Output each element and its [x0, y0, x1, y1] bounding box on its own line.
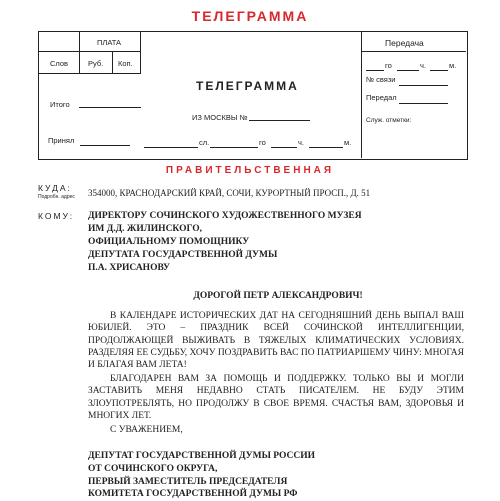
- payment-divider-h1: [38, 51, 141, 52]
- accepted-label: Принял: [48, 136, 75, 145]
- sent-by-field[interactable]: [399, 103, 448, 104]
- connection-label: № связи: [366, 75, 396, 84]
- transmission-ch-label: ч.: [420, 61, 426, 70]
- payment-divider-v1: [79, 31, 80, 73]
- address-detail-label: Подробн. адрес: [38, 194, 75, 200]
- government-label: ПРАВИТЕЛЬСТВЕННАЯ: [165, 165, 335, 176]
- message-paragraph-2: БЛАГОДАРЕН ВАМ ЗА ПОМОЩЬ И ПОДДЕРЖКУ. ТОЛЬКО ВЫ И МОГЛИ ЗАСТАВИТЬ МЕНЯ НЕДАВНО СТАТЬ ПИСАТЕЛЕМ. НЕ БУДУ ЭТИМ ЗЛОУПОТРЕБЛЯТЬ, НО ПРОДОЛЖУ В СВОЕ ВРЕМЯ. СЧАСТЬЯ ВАМ, ЗДОРОВЬЯ И МНОГИХ ЛЕТ.: [88, 374, 464, 421]
- transmission-m-label: м.: [449, 61, 457, 70]
- from-number-field[interactable]: [249, 120, 310, 121]
- transmission-go-label: го: [385, 61, 392, 70]
- greeting: ДОРОГОЙ ПЕТР АЛЕКСАНДРОВИЧ!: [193, 291, 363, 301]
- date-field-4[interactable]: [309, 147, 343, 148]
- payment-divider-v2: [112, 51, 113, 73]
- transmission-label: Передача: [385, 38, 424, 48]
- transmission-divider-h: [361, 51, 466, 52]
- connection-field[interactable]: [399, 85, 448, 86]
- signature-line: ДЕПУТАТ ГОСУДАРСТВЕННОЙ ДУМЫ РОССИИ: [88, 451, 316, 461]
- total-field[interactable]: [79, 107, 141, 108]
- from-moscow-label: ИЗ МОСКВЫ №: [192, 113, 248, 122]
- recipient-line: ИМ Д.Д. ЖИЛИНСКОГО,: [88, 224, 203, 234]
- closing: С УВАЖЕНИЕМ,: [110, 425, 183, 435]
- signature-line: ОТ СОЧИНСКОГО ОКРУГА,: [88, 463, 218, 474]
- date-m-label: м.: [344, 138, 352, 147]
- transmission-hour-field[interactable]: [397, 70, 419, 71]
- recipient-line: ДЕПУТАТА ГОСУДАРСТВЕННОЙ ДУМЫ: [88, 250, 278, 260]
- date-ch-label: ч.: [298, 138, 304, 147]
- signature-line: ПЕРВЫЙ ЗАМЕСТИТЕЛЬ ПРЕДСЕДАТЕЛЯ: [88, 476, 288, 487]
- total-label: Итого: [50, 100, 70, 109]
- signature-line: КОМИТЕТА ГОСУДАРСТВЕННОЙ ДУМЫ РФ: [88, 489, 298, 500]
- recipient-line: ОФИЦИАЛЬНОМУ ПОМОЩНИКУ: [88, 237, 250, 247]
- words-label: Слов: [50, 59, 69, 68]
- service-notes-label: Служ. отметки:: [366, 117, 412, 124]
- kop-label: Коп.: [118, 59, 133, 68]
- transmission-date-field[interactable]: [366, 70, 384, 71]
- payment-label: ПЛАТА: [97, 38, 122, 47]
- accepted-field[interactable]: [80, 145, 130, 146]
- transmission-minute-field[interactable]: [430, 70, 448, 71]
- sent-by-label: Передал: [366, 93, 397, 102]
- date-field-1[interactable]: [144, 147, 198, 148]
- to-label: КОМУ:: [38, 211, 75, 221]
- message-paragraph-1: В КАЛЕНДАРЕ ИСТОРИЧЕСКИХ ДАТ НА СЕГОДНЯШНИЙ ДЕНЬ ВЫПАЛ ВАШ ЮБИЛЕЙ. ЭТО – ПРАЗДНИК ВСЕЙ СОЧИНСКОЙ ИНТЕЛЛИГЕНЦИИ, ПРОДОЛЖАЮЩЕЙ ВЫЖИВАТЬ В ТЯЖЕЛЫХ КЛИМАТИЧЕСКИХ УСЛОВИЯХ. РАЗДЕЛЯЯ ЕЕ СУДЬБУ, ХОЧУ ПОЗДРАВИТЬ ВАС ПО ПАТРИАРШЕМУ ЧИНУ: МНОГАЯ И БЛАГАЯ ВАМ ЛЕТА!: [88, 311, 464, 371]
- telegram-title: ТЕЛЕГРАММА: [191, 8, 309, 24]
- where-label: КУДА:: [38, 183, 72, 193]
- form-center-title: ТЕЛЕГРАММА: [196, 79, 299, 93]
- date-sl-label: сл.: [199, 138, 210, 147]
- address-value: 354000, КРАСНОДАРСКИЙ КРАЙ, СОЧИ, КУРОРТНЫЙ ПРОСП., Д. 51: [88, 188, 371, 198]
- recipient-block: [88, 210, 468, 275]
- date-go-label: го: [259, 138, 266, 147]
- signature-block: [88, 450, 468, 501]
- recipient-line: П.А. ХРИСАНОВУ: [88, 263, 170, 273]
- rub-label: Руб.: [88, 59, 104, 68]
- recipient-line: ДИРЕКТОРУ СОЧИНСКОГО ХУДОЖЕСТВЕННОГО МУЗЕЯ: [88, 211, 362, 221]
- date-field-2[interactable]: [210, 147, 258, 148]
- date-field-3[interactable]: [271, 147, 297, 148]
